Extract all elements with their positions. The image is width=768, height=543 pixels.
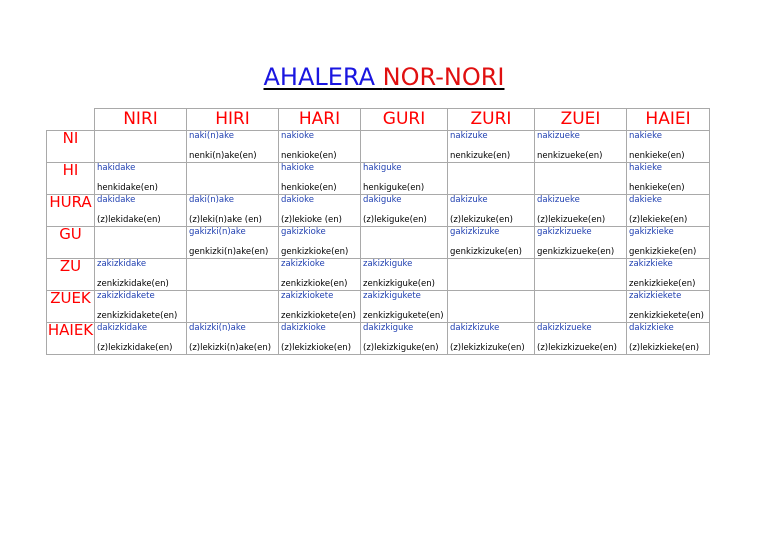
cell-content bbox=[627, 227, 709, 258]
table-row bbox=[47, 163, 710, 195]
cell-content bbox=[95, 291, 186, 322]
table-cell bbox=[279, 195, 361, 227]
table-cell bbox=[535, 227, 627, 259]
table-cell bbox=[279, 259, 361, 291]
present-form: zakizkieke bbox=[629, 259, 673, 269]
table-cell bbox=[448, 291, 535, 323]
present-form: dakiguke bbox=[363, 195, 402, 205]
title-part-nor-nori: NOR-NORI bbox=[382, 63, 505, 91]
cell-content bbox=[187, 259, 278, 290]
past-form: (z)lekizkiguke(en) bbox=[363, 343, 439, 353]
row-header: HURA bbox=[47, 195, 95, 227]
present-form: zakizkiekete bbox=[629, 291, 682, 301]
present-form: gakizkieke bbox=[629, 227, 674, 237]
table-cell bbox=[279, 227, 361, 259]
present-form: dakizkieke bbox=[629, 323, 674, 333]
table-cell bbox=[95, 195, 187, 227]
table-cell bbox=[627, 323, 710, 355]
title-part-ahalera: AHALERA bbox=[263, 63, 383, 91]
cell-content bbox=[448, 323, 534, 354]
past-form: henkioke(en) bbox=[281, 183, 337, 193]
table-cell bbox=[627, 195, 710, 227]
table-cell bbox=[535, 259, 627, 291]
cell-content bbox=[535, 291, 626, 322]
present-form: dakioke bbox=[281, 195, 314, 205]
table-cell bbox=[95, 323, 187, 355]
cell-content bbox=[361, 195, 447, 226]
cell-content bbox=[627, 163, 709, 194]
present-form: dakizkizueke bbox=[537, 323, 592, 333]
table-cell bbox=[361, 323, 448, 355]
present-form: gakizkioke bbox=[281, 227, 326, 237]
present-form: naki(n)ake bbox=[189, 131, 234, 141]
cell-content bbox=[627, 291, 709, 322]
table-cell bbox=[627, 291, 710, 323]
table-row bbox=[47, 195, 710, 227]
table-cell bbox=[95, 131, 187, 163]
past-form: zenkizkieke(en) bbox=[629, 279, 696, 289]
past-form: genkizkizueke(en) bbox=[537, 247, 615, 257]
present-form: zakizkioke bbox=[281, 259, 325, 269]
present-form: dakizkidake bbox=[97, 323, 148, 333]
cell-content bbox=[535, 131, 626, 162]
past-form: (z)lekizueke(en) bbox=[537, 215, 606, 225]
present-form: hakidake bbox=[97, 163, 136, 173]
conjugation-table bbox=[46, 108, 710, 355]
cell-content bbox=[535, 323, 626, 354]
table-cell bbox=[187, 195, 279, 227]
present-form: zakizkiokete bbox=[281, 291, 334, 301]
cell-content bbox=[279, 163, 360, 194]
present-form: hakieke bbox=[629, 163, 662, 173]
past-form: (z)lekizkizueke(en) bbox=[537, 343, 617, 353]
present-form: nakizuke bbox=[450, 131, 488, 141]
table-cell bbox=[535, 131, 627, 163]
cell-content bbox=[187, 227, 278, 258]
cell-content bbox=[279, 259, 360, 290]
header-row bbox=[47, 109, 710, 131]
table-cell bbox=[95, 163, 187, 195]
row-header: GU bbox=[47, 227, 95, 259]
present-form: dakizkizuke bbox=[450, 323, 500, 333]
past-form: henkiguke(en) bbox=[363, 183, 425, 193]
table-cell bbox=[187, 227, 279, 259]
cell-content bbox=[279, 195, 360, 226]
past-form: nenkieke(en) bbox=[629, 151, 685, 161]
table-cell bbox=[535, 291, 627, 323]
past-form: zenkizkidakete(en) bbox=[97, 311, 178, 321]
row-header: ZUEK bbox=[47, 291, 95, 323]
past-form: (z)lekizkieke(en) bbox=[629, 343, 700, 353]
page-title bbox=[0, 62, 768, 92]
table-cell bbox=[361, 291, 448, 323]
past-form: (z)lekizuke(en) bbox=[450, 215, 513, 225]
table-cell bbox=[187, 259, 279, 291]
past-form: (z)lekidake(en) bbox=[97, 215, 161, 225]
table-cell bbox=[361, 227, 448, 259]
column-header-hiri: HIRI bbox=[187, 109, 279, 131]
table-cell bbox=[95, 291, 187, 323]
table-cell bbox=[279, 323, 361, 355]
table-cell bbox=[448, 163, 535, 195]
column-header-guri: GURI bbox=[361, 109, 448, 131]
row-header: NI bbox=[47, 131, 95, 163]
table-cell bbox=[448, 195, 535, 227]
cell-content bbox=[95, 259, 186, 290]
present-form: dakidake bbox=[97, 195, 136, 205]
past-form: nenki(n)ake(en) bbox=[189, 151, 257, 161]
cell-content bbox=[627, 195, 709, 226]
present-form: dakieke bbox=[629, 195, 662, 205]
past-form: henkidake(en) bbox=[97, 183, 158, 193]
table-cell bbox=[361, 163, 448, 195]
present-form: nakioke bbox=[281, 131, 314, 141]
table-row bbox=[47, 227, 710, 259]
cell-content bbox=[187, 131, 278, 162]
past-form: zenkizkigukete(en) bbox=[363, 311, 444, 321]
present-form: hakioke bbox=[281, 163, 314, 173]
cell-content bbox=[361, 131, 447, 162]
present-form: gakizki(n)ake bbox=[189, 227, 246, 237]
past-form: (z)lekioke (en) bbox=[281, 215, 342, 225]
cell-content bbox=[361, 163, 447, 194]
past-form: genkizkizuke(en) bbox=[450, 247, 522, 257]
cell-content bbox=[95, 195, 186, 226]
table-row bbox=[47, 291, 710, 323]
table-cell bbox=[187, 291, 279, 323]
cell-content bbox=[448, 131, 534, 162]
present-form: dakizki(n)ake bbox=[189, 323, 246, 333]
table-cell bbox=[361, 259, 448, 291]
cell-content bbox=[627, 259, 709, 290]
table-cell bbox=[627, 131, 710, 163]
column-header-zuei: ZUEI bbox=[535, 109, 627, 131]
cell-content bbox=[535, 163, 626, 194]
column-header-hari: HARI bbox=[279, 109, 361, 131]
present-form: zakizkiguke bbox=[363, 259, 413, 269]
past-form: nenkioke(en) bbox=[281, 151, 337, 161]
present-form: dakizueke bbox=[537, 195, 580, 205]
cell-content bbox=[535, 259, 626, 290]
column-header-haiei: HAIEI bbox=[627, 109, 710, 131]
table-cell bbox=[627, 227, 710, 259]
present-form: gakizkizueke bbox=[537, 227, 592, 237]
table-cell bbox=[187, 131, 279, 163]
present-form: nakizueke bbox=[537, 131, 580, 141]
table-cell bbox=[95, 227, 187, 259]
past-form: (z)lekizkidake(en) bbox=[97, 343, 173, 353]
row-header: HAIEK bbox=[47, 323, 95, 355]
table-cell bbox=[361, 131, 448, 163]
past-form: (z)lekizkioke(en) bbox=[281, 343, 352, 353]
table-cell bbox=[535, 323, 627, 355]
table-row bbox=[47, 323, 710, 355]
cell-content bbox=[187, 195, 278, 226]
cell-content bbox=[627, 323, 709, 354]
table-cell bbox=[627, 259, 710, 291]
table-cell bbox=[361, 195, 448, 227]
cell-content bbox=[95, 227, 186, 258]
cell-content bbox=[361, 323, 447, 354]
past-form: genkizkioke(en) bbox=[281, 247, 349, 257]
present-form: zakizkigukete bbox=[363, 291, 421, 301]
cell-content bbox=[448, 291, 534, 322]
cell-content bbox=[361, 291, 447, 322]
row-header: ZU bbox=[47, 259, 95, 291]
table-cell bbox=[95, 259, 187, 291]
present-form: nakieke bbox=[629, 131, 662, 141]
table-cell bbox=[448, 227, 535, 259]
cell-content bbox=[95, 163, 186, 194]
present-form: zakizkidake bbox=[97, 259, 147, 269]
table-cell bbox=[535, 163, 627, 195]
table-cell bbox=[535, 195, 627, 227]
past-form: genkizkieke(en) bbox=[629, 247, 697, 257]
cell-content bbox=[535, 195, 626, 226]
cell-content bbox=[187, 291, 278, 322]
table-row bbox=[47, 131, 710, 163]
present-form: gakizkizuke bbox=[450, 227, 500, 237]
present-form: zakizkidakete bbox=[97, 291, 155, 301]
cell-content bbox=[448, 163, 534, 194]
cell-content bbox=[187, 323, 278, 354]
present-form: dakizuke bbox=[450, 195, 488, 205]
past-form: nenkizuke(en) bbox=[450, 151, 511, 161]
cell-content bbox=[279, 291, 360, 322]
cell-content bbox=[95, 323, 186, 354]
table-cell bbox=[448, 323, 535, 355]
present-form: dakizkioke bbox=[281, 323, 326, 333]
past-form: (z)lekiguke(en) bbox=[363, 215, 427, 225]
cell-content bbox=[448, 259, 534, 290]
table-cell bbox=[448, 259, 535, 291]
past-form: (z)lekizki(n)ake(en) bbox=[189, 343, 272, 353]
past-form: (z)lekieke(en) bbox=[629, 215, 688, 225]
table-cell bbox=[448, 131, 535, 163]
table-cell bbox=[279, 131, 361, 163]
table-cell bbox=[627, 163, 710, 195]
cell-content bbox=[279, 131, 360, 162]
past-form: zenkizkiekete(en) bbox=[629, 311, 704, 321]
cell-content bbox=[535, 227, 626, 258]
table-cell bbox=[279, 163, 361, 195]
column-header-zuri: ZURI bbox=[448, 109, 535, 131]
table-body bbox=[47, 131, 710, 355]
past-form: zenkizkiguke(en) bbox=[363, 279, 435, 289]
past-form: zenkizkiokete(en) bbox=[281, 311, 356, 321]
cell-content bbox=[187, 163, 278, 194]
cell-content bbox=[627, 131, 709, 162]
cell-content bbox=[448, 227, 534, 258]
past-form: henkieke(en) bbox=[629, 183, 685, 193]
column-header-niri: NIRI bbox=[95, 109, 187, 131]
table-row bbox=[47, 259, 710, 291]
table-cell bbox=[279, 291, 361, 323]
past-form: nenkizueke(en) bbox=[537, 151, 603, 161]
past-form: genkizki(n)ake(en) bbox=[189, 247, 269, 257]
cell-content bbox=[361, 259, 447, 290]
present-form: hakiguke bbox=[363, 163, 402, 173]
cell-content bbox=[279, 227, 360, 258]
table-cell bbox=[187, 163, 279, 195]
present-form: daki(n)ake bbox=[189, 195, 234, 205]
present-form: dakizkiguke bbox=[363, 323, 414, 333]
cell-content bbox=[279, 323, 360, 354]
past-form: zenkizkidake(en) bbox=[97, 279, 169, 289]
cell-content bbox=[361, 227, 447, 258]
past-form: (z)lekizkizuke(en) bbox=[450, 343, 525, 353]
cell-content bbox=[95, 131, 186, 162]
past-form: zenkizkioke(en) bbox=[281, 279, 348, 289]
table-cell bbox=[187, 323, 279, 355]
corner-cell bbox=[47, 109, 95, 131]
row-header: HI bbox=[47, 163, 95, 195]
past-form: (z)leki(n)ake (en) bbox=[189, 215, 262, 225]
cell-content bbox=[448, 195, 534, 226]
